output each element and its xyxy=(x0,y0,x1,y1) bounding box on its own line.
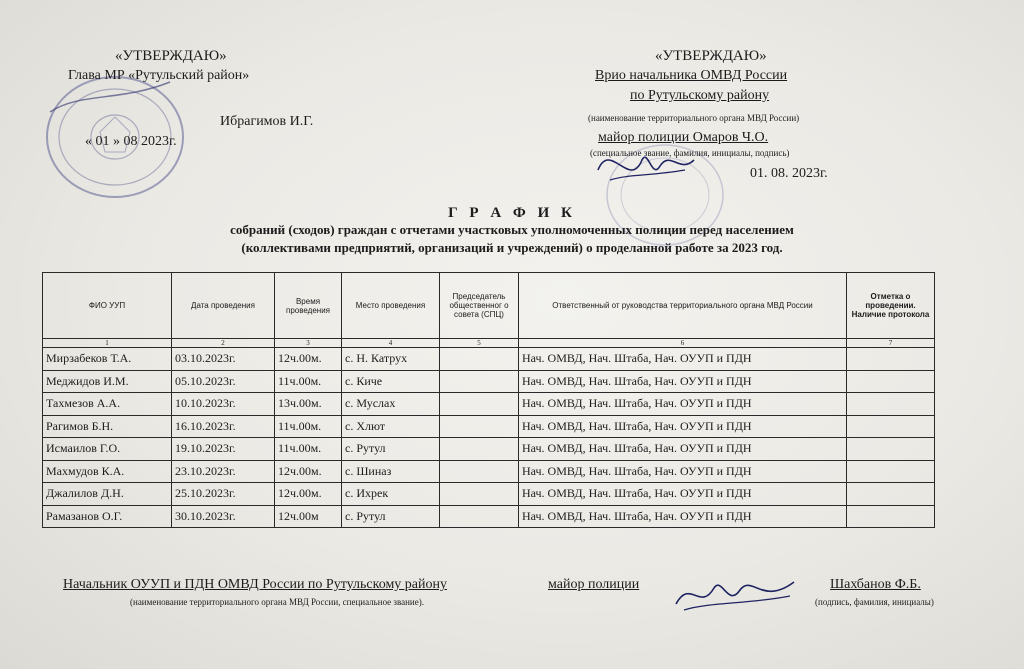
column-header: Отметка о проведении. Наличие протокола xyxy=(847,273,935,339)
table-cell xyxy=(440,348,519,371)
document-subtitle-line1: собраний (сходов) граждан с отчетами участковых уполномоченных полиции перед населением xyxy=(230,222,794,237)
table-row xyxy=(43,460,935,483)
table-cell: Мирзабеков Т.А. xyxy=(43,348,172,371)
column-number: 7 xyxy=(847,339,935,348)
table-header-row xyxy=(43,273,935,339)
table-cell xyxy=(440,460,519,483)
footer-name-caption: (подпись, фамилия, инициалы) xyxy=(815,597,934,607)
table-cell: Рагимов Б.Н. xyxy=(43,415,172,438)
table-cell: 30.10.2023г. xyxy=(172,505,275,528)
table-cell: с. Шиназ xyxy=(342,460,440,483)
table-cell: с. Хлют xyxy=(342,415,440,438)
table-cell xyxy=(440,483,519,506)
footer-name: Шахбанов Ф.Б. xyxy=(830,577,921,592)
table-row xyxy=(43,393,935,416)
table-cell: 11ч.00м. xyxy=(275,438,342,461)
table-row xyxy=(43,438,935,461)
approve-position-line2: по Рутульскому району xyxy=(630,88,770,103)
column-header: Время проведения xyxy=(275,273,342,339)
column-number: 1 xyxy=(43,339,172,348)
column-header: Председатель общественног о совета (СПЦ) xyxy=(440,273,519,339)
table-cell: 05.10.2023г. xyxy=(172,370,275,393)
table-cell: 11ч.00м. xyxy=(275,370,342,393)
table-cell xyxy=(847,505,935,528)
table-cell: 10.10.2023г. xyxy=(172,393,275,416)
document-title: Г Р А Ф И К xyxy=(448,205,576,221)
approve-rank-name: майор полиции Омаров Ч.О. xyxy=(598,130,769,145)
table-cell: Нач. ОМВД, Нач. Штаба, Нач. ОУУП и ПДН xyxy=(519,348,847,371)
table-row xyxy=(43,505,935,528)
table-cell: Меджидов И.М. xyxy=(43,370,172,393)
approve-title: «УТВЕРЖДАЮ» xyxy=(655,48,767,64)
column-number: 4 xyxy=(342,339,440,348)
table-cell: 12ч.00м. xyxy=(275,348,342,371)
table-cell: 13ч.00м. xyxy=(275,393,342,416)
table-body xyxy=(43,348,935,528)
column-number: 6 xyxy=(519,339,847,348)
table-cell xyxy=(847,460,935,483)
table-row xyxy=(43,348,935,371)
table-cell xyxy=(440,370,519,393)
table-cell: 03.10.2023г. xyxy=(172,348,275,371)
column-header: ФИО УУП xyxy=(43,273,172,339)
table-cell xyxy=(847,438,935,461)
table-cell: 19.10.2023г. xyxy=(172,438,275,461)
table-cell: Нач. ОМВД, Нач. Штаба, Нач. ОУУП и ПДН xyxy=(519,505,847,528)
column-number: 2 xyxy=(172,339,275,348)
table-cell xyxy=(440,438,519,461)
table-cell: 12ч.00м xyxy=(275,505,342,528)
table-cell: 16.10.2023г. xyxy=(172,415,275,438)
column-header: Место проведения xyxy=(342,273,440,339)
table-row xyxy=(43,415,935,438)
table-cell: Нач. ОМВД, Нач. Штаба, Нач. ОУУП и ПДН xyxy=(519,483,847,506)
table-cell xyxy=(440,505,519,528)
table-cell: 12ч.00м. xyxy=(275,460,342,483)
table-cell: Джалилов Д.Н. xyxy=(43,483,172,506)
table-cell xyxy=(440,415,519,438)
table-cell xyxy=(440,393,519,416)
table-row xyxy=(43,483,935,506)
table-cell: Нач. ОМВД, Нач. Штаба, Нач. ОУУП и ПДН xyxy=(519,460,847,483)
footer-rank: майор полиции xyxy=(548,577,640,592)
approve-position-line1: Врио начальника ОМВД России xyxy=(595,68,788,83)
table-cell: с. Н. Катрух xyxy=(342,348,440,371)
column-header: Дата проведения xyxy=(172,273,275,339)
column-number: 5 xyxy=(440,339,519,348)
table-cell: с. Ихрек xyxy=(342,483,440,506)
table-cell: Нач. ОМВД, Нач. Штаба, Нач. ОУУП и ПДН xyxy=(519,393,847,416)
column-number-row xyxy=(43,339,935,348)
signature-footer xyxy=(670,568,800,618)
table-cell: с. Муслах xyxy=(342,393,440,416)
table-cell: с. Рутул xyxy=(342,505,440,528)
document-subtitle-line2: (коллективами предприятий, организаций и учреждений) о проделанной работе за 2023 год. xyxy=(241,240,783,255)
table-cell: 23.10.2023г. xyxy=(172,460,275,483)
table-cell xyxy=(847,370,935,393)
approve-position-caption: (наименование территориального органа МВД России) xyxy=(588,113,800,123)
approve-rank-caption: (специальное звание, фамилия, инициалы, подпись) xyxy=(590,148,790,158)
table-cell: Исмаилов Г.О. xyxy=(43,438,172,461)
table-cell: Нач. ОМВД, Нач. Штаба, Нач. ОУУП и ПДН xyxy=(519,415,847,438)
footer-position: Начальник ОУУП и ПДН ОМВД России по Рутульскому району xyxy=(63,577,447,592)
table-cell: Тахмезов А.А. xyxy=(43,393,172,416)
column-number: 3 xyxy=(275,339,342,348)
table-cell xyxy=(847,483,935,506)
table-cell: 11ч.00м. xyxy=(275,415,342,438)
schedule-table xyxy=(42,272,935,528)
table-cell: 25.10.2023г. xyxy=(172,483,275,506)
table-cell: Нач. ОМВД, Нач. Штаба, Нач. ОУУП и ПДН xyxy=(519,370,847,393)
table-cell: Рамазанов О.Г. xyxy=(43,505,172,528)
approve-title: «УТВЕРЖДАЮ» xyxy=(115,48,227,64)
table-cell: с. Рутул xyxy=(342,438,440,461)
table-cell: 12ч.00м. xyxy=(275,483,342,506)
approve-date: 01. 08. 2023г. xyxy=(750,166,828,181)
table-cell xyxy=(847,393,935,416)
column-header: Ответственный от руководства территориального органа МВД России xyxy=(519,273,847,339)
footer-position-caption: (наименование территориального органа МВД России, специальное звание). xyxy=(130,597,424,607)
approve-name: Ибрагимов И.Г. xyxy=(220,114,314,129)
table-cell xyxy=(847,348,935,371)
table-cell: Нач. ОМВД, Нач. Штаба, Нач. ОУУП и ПДН xyxy=(519,438,847,461)
approve-date: « 01 » 08 2023г. xyxy=(85,134,177,149)
table-row xyxy=(43,370,935,393)
approve-position: Глава МР «Рутульский район» xyxy=(68,68,250,83)
table-cell: Махмудов К.А. xyxy=(43,460,172,483)
signature-right xyxy=(590,130,700,200)
table-cell: с. Киче xyxy=(342,370,440,393)
table-cell xyxy=(847,415,935,438)
